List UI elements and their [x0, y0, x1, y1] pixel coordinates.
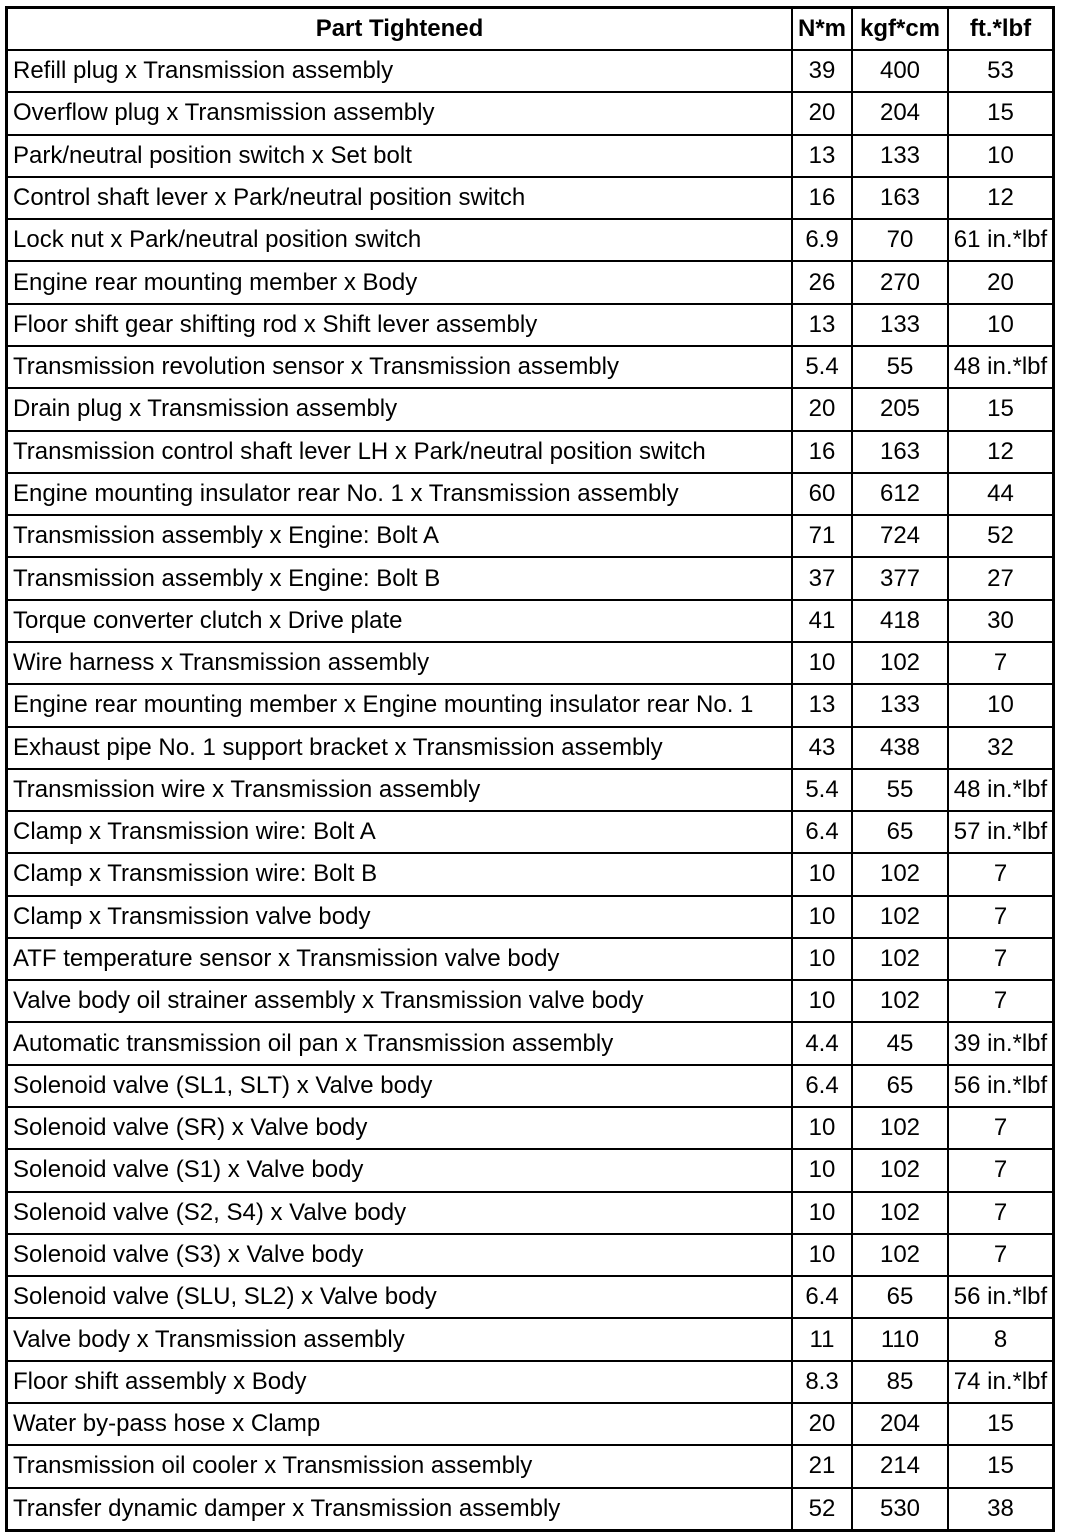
- cell-ft-lbf: 39 in.*lbf: [948, 1022, 1052, 1064]
- cell-newton-meter: 37: [792, 557, 852, 599]
- cell-part-tightened: Solenoid valve (S1) x Valve body: [8, 1149, 792, 1191]
- table-row: [8, 1276, 1052, 1318]
- cell-ft-lbf: 53: [948, 50, 1052, 92]
- cell-part-tightened: Transmission assembly x Engine: Bolt A: [8, 515, 792, 557]
- cell-newton-meter: 6.4: [792, 811, 852, 853]
- cell-ft-lbf: 7: [948, 853, 1052, 895]
- table-row: [8, 1234, 1052, 1276]
- cell-kgf-cm: 102: [852, 1149, 948, 1191]
- cell-newton-meter: 10: [792, 896, 852, 938]
- table-row: [8, 938, 1052, 980]
- cell-part-tightened: Solenoid valve (S3) x Valve body: [8, 1234, 792, 1276]
- cell-part-tightened: Floor shift gear shifting rod x Shift lever assembly: [8, 304, 792, 346]
- cell-newton-meter: 52: [792, 1488, 852, 1529]
- table-row: [8, 896, 1052, 938]
- cell-ft-lbf: 7: [948, 642, 1052, 684]
- cell-newton-meter: 10: [792, 642, 852, 684]
- cell-newton-meter: 10: [792, 980, 852, 1022]
- header-newton-meter: N*m: [792, 9, 852, 50]
- cell-newton-meter: 60: [792, 473, 852, 515]
- table-row: [8, 1488, 1052, 1529]
- cell-ft-lbf: 7: [948, 896, 1052, 938]
- table-row: [8, 346, 1052, 388]
- cell-part-tightened: Drain plug x Transmission assembly: [8, 388, 792, 430]
- table-row: [8, 684, 1052, 726]
- cell-part-tightened: Automatic transmission oil pan x Transmission assembly: [8, 1022, 792, 1064]
- cell-kgf-cm: 214: [852, 1445, 948, 1487]
- table-row: [8, 727, 1052, 769]
- cell-part-tightened: Lock nut x Park/neutral position switch: [8, 219, 792, 261]
- cell-ft-lbf: 74 in.*lbf: [948, 1361, 1052, 1403]
- cell-ft-lbf: 38: [948, 1488, 1052, 1529]
- header-ft-lbf: ft.*lbf: [948, 9, 1052, 50]
- cell-newton-meter: 26: [792, 261, 852, 303]
- table-row: [8, 1361, 1052, 1403]
- table-row: [8, 431, 1052, 473]
- cell-kgf-cm: 70: [852, 219, 948, 261]
- cell-part-tightened: Transmission oil cooler x Transmission assembly: [8, 1445, 792, 1487]
- cell-kgf-cm: 102: [852, 1234, 948, 1276]
- cell-newton-meter: 71: [792, 515, 852, 557]
- cell-ft-lbf: 15: [948, 1445, 1052, 1487]
- table-row: [8, 642, 1052, 684]
- table-row: [8, 1403, 1052, 1445]
- cell-part-tightened: Engine rear mounting member x Engine mounting insulator rear No. 1: [8, 684, 792, 726]
- cell-newton-meter: 6.4: [792, 1065, 852, 1107]
- cell-newton-meter: 6.4: [792, 1276, 852, 1318]
- cell-part-tightened: Clamp x Transmission wire: Bolt B: [8, 853, 792, 895]
- cell-part-tightened: Clamp x Transmission valve body: [8, 896, 792, 938]
- cell-newton-meter: 10: [792, 853, 852, 895]
- cell-newton-meter: 10: [792, 1107, 852, 1149]
- cell-ft-lbf: 56 in.*lbf: [948, 1065, 1052, 1107]
- cell-part-tightened: Wire harness x Transmission assembly: [8, 642, 792, 684]
- cell-part-tightened: Refill plug x Transmission assembly: [8, 50, 792, 92]
- table-row: [8, 177, 1052, 219]
- cell-part-tightened: Park/neutral position switch x Set bolt: [8, 135, 792, 177]
- cell-kgf-cm: 55: [852, 769, 948, 811]
- cell-kgf-cm: 85: [852, 1361, 948, 1403]
- table-row: [8, 1065, 1052, 1107]
- cell-newton-meter: 21: [792, 1445, 852, 1487]
- cell-part-tightened: Floor shift assembly x Body: [8, 1361, 792, 1403]
- table-row: [8, 1445, 1052, 1487]
- cell-kgf-cm: 205: [852, 388, 948, 430]
- cell-kgf-cm: 45: [852, 1022, 948, 1064]
- cell-part-tightened: Water by-pass hose x Clamp: [8, 1403, 792, 1445]
- cell-kgf-cm: 204: [852, 1403, 948, 1445]
- cell-kgf-cm: 102: [852, 853, 948, 895]
- cell-kgf-cm: 612: [852, 473, 948, 515]
- table-row: [8, 1318, 1052, 1360]
- cell-ft-lbf: 7: [948, 938, 1052, 980]
- cell-part-tightened: Transmission assembly x Engine: Bolt B: [8, 557, 792, 599]
- cell-kgf-cm: 377: [852, 557, 948, 599]
- cell-part-tightened: Transfer dynamic damper x Transmission assembly: [8, 1488, 792, 1529]
- cell-kgf-cm: 65: [852, 1276, 948, 1318]
- cell-part-tightened: Transmission wire x Transmission assembly: [8, 769, 792, 811]
- cell-kgf-cm: 102: [852, 642, 948, 684]
- cell-kgf-cm: 102: [852, 1192, 948, 1234]
- cell-kgf-cm: 65: [852, 811, 948, 853]
- cell-ft-lbf: 32: [948, 727, 1052, 769]
- cell-ft-lbf: 48 in.*lbf: [948, 346, 1052, 388]
- cell-kgf-cm: 133: [852, 684, 948, 726]
- cell-newton-meter: 39: [792, 50, 852, 92]
- cell-ft-lbf: 7: [948, 980, 1052, 1022]
- cell-ft-lbf: 57 in.*lbf: [948, 811, 1052, 853]
- table-body: [8, 50, 1052, 1529]
- table-row: [8, 853, 1052, 895]
- cell-ft-lbf: 56 in.*lbf: [948, 1276, 1052, 1318]
- cell-newton-meter: 43: [792, 727, 852, 769]
- table-row: [8, 1149, 1052, 1191]
- cell-kgf-cm: 163: [852, 177, 948, 219]
- cell-ft-lbf: 8: [948, 1318, 1052, 1360]
- table-row: [8, 388, 1052, 430]
- cell-part-tightened: Torque converter clutch x Drive plate: [8, 600, 792, 642]
- cell-part-tightened: Engine mounting insulator rear No. 1 x Transmission assembly: [8, 473, 792, 515]
- cell-kgf-cm: 438: [852, 727, 948, 769]
- cell-part-tightened: Valve body x Transmission assembly: [8, 1318, 792, 1360]
- cell-ft-lbf: 48 in.*lbf: [948, 769, 1052, 811]
- table-row: [8, 600, 1052, 642]
- cell-ft-lbf: 20: [948, 261, 1052, 303]
- cell-newton-meter: 8.3: [792, 1361, 852, 1403]
- cell-kgf-cm: 418: [852, 600, 948, 642]
- cell-newton-meter: 10: [792, 1192, 852, 1234]
- cell-kgf-cm: 133: [852, 304, 948, 346]
- cell-part-tightened: Clamp x Transmission wire: Bolt A: [8, 811, 792, 853]
- table-row: [8, 473, 1052, 515]
- cell-kgf-cm: 724: [852, 515, 948, 557]
- cell-kgf-cm: 110: [852, 1318, 948, 1360]
- table-row: [8, 1107, 1052, 1149]
- cell-newton-meter: 5.4: [792, 346, 852, 388]
- cell-part-tightened: Control shaft lever x Park/neutral position switch: [8, 177, 792, 219]
- cell-part-tightened: ATF temperature sensor x Transmission valve body: [8, 938, 792, 980]
- cell-kgf-cm: 530: [852, 1488, 948, 1529]
- cell-newton-meter: 16: [792, 431, 852, 473]
- cell-part-tightened: Exhaust pipe No. 1 support bracket x Transmission assembly: [8, 727, 792, 769]
- cell-part-tightened: Solenoid valve (SLU, SL2) x Valve body: [8, 1276, 792, 1318]
- cell-kgf-cm: 102: [852, 1107, 948, 1149]
- cell-kgf-cm: 102: [852, 980, 948, 1022]
- cell-newton-meter: 6.9: [792, 219, 852, 261]
- table-row: [8, 135, 1052, 177]
- cell-ft-lbf: 15: [948, 388, 1052, 430]
- cell-part-tightened: Engine rear mounting member x Body: [8, 261, 792, 303]
- cell-kgf-cm: 55: [852, 346, 948, 388]
- table-row: [8, 261, 1052, 303]
- cell-newton-meter: 11: [792, 1318, 852, 1360]
- cell-part-tightened: Transmission control shaft lever LH x Park/neutral position switch: [8, 431, 792, 473]
- table-row: [8, 219, 1052, 261]
- cell-ft-lbf: 52: [948, 515, 1052, 557]
- table-row: [8, 50, 1052, 92]
- cell-part-tightened: Transmission revolution sensor x Transmission assembly: [8, 346, 792, 388]
- header-row: [8, 9, 1052, 50]
- cell-ft-lbf: 15: [948, 1403, 1052, 1445]
- cell-ft-lbf: 27: [948, 557, 1052, 599]
- cell-ft-lbf: 44: [948, 473, 1052, 515]
- cell-newton-meter: 20: [792, 92, 852, 134]
- cell-newton-meter: 13: [792, 684, 852, 726]
- torque-spec-table-container: [5, 6, 1055, 1532]
- cell-newton-meter: 5.4: [792, 769, 852, 811]
- header-kgf-cm: kgf*cm: [852, 9, 948, 50]
- cell-part-tightened: Valve body oil strainer assembly x Transmission valve body: [8, 980, 792, 1022]
- cell-ft-lbf: 10: [948, 304, 1052, 346]
- table-row: [8, 1192, 1052, 1234]
- cell-part-tightened: Solenoid valve (S2, S4) x Valve body: [8, 1192, 792, 1234]
- cell-newton-meter: 20: [792, 388, 852, 430]
- table-row: [8, 515, 1052, 557]
- cell-newton-meter: 13: [792, 304, 852, 346]
- cell-ft-lbf: 7: [948, 1107, 1052, 1149]
- cell-newton-meter: 20: [792, 1403, 852, 1445]
- cell-newton-meter: 10: [792, 938, 852, 980]
- cell-newton-meter: 10: [792, 1234, 852, 1276]
- cell-ft-lbf: 15: [948, 92, 1052, 134]
- cell-newton-meter: 16: [792, 177, 852, 219]
- cell-ft-lbf: 7: [948, 1234, 1052, 1276]
- torque-spec-table: [8, 9, 1052, 1529]
- cell-kgf-cm: 102: [852, 896, 948, 938]
- cell-kgf-cm: 400: [852, 50, 948, 92]
- cell-ft-lbf: 30: [948, 600, 1052, 642]
- table-row: [8, 304, 1052, 346]
- cell-part-tightened: Solenoid valve (SR) x Valve body: [8, 1107, 792, 1149]
- cell-newton-meter: 41: [792, 600, 852, 642]
- table-row: [8, 811, 1052, 853]
- cell-ft-lbf: 12: [948, 177, 1052, 219]
- table-row: [8, 557, 1052, 599]
- header-part-tightened: Part Tightened: [8, 9, 792, 50]
- cell-kgf-cm: 270: [852, 261, 948, 303]
- cell-newton-meter: 10: [792, 1149, 852, 1191]
- cell-ft-lbf: 10: [948, 684, 1052, 726]
- cell-ft-lbf: 61 in.*lbf: [948, 219, 1052, 261]
- cell-ft-lbf: 7: [948, 1192, 1052, 1234]
- table-row: [8, 980, 1052, 1022]
- cell-ft-lbf: 12: [948, 431, 1052, 473]
- cell-newton-meter: 13: [792, 135, 852, 177]
- cell-ft-lbf: 7: [948, 1149, 1052, 1191]
- cell-kgf-cm: 133: [852, 135, 948, 177]
- cell-part-tightened: Overflow plug x Transmission assembly: [8, 92, 792, 134]
- table-row: [8, 769, 1052, 811]
- cell-ft-lbf: 10: [948, 135, 1052, 177]
- cell-part-tightened: Solenoid valve (SL1, SLT) x Valve body: [8, 1065, 792, 1107]
- cell-kgf-cm: 102: [852, 938, 948, 980]
- cell-newton-meter: 4.4: [792, 1022, 852, 1064]
- cell-kgf-cm: 163: [852, 431, 948, 473]
- cell-kgf-cm: 65: [852, 1065, 948, 1107]
- cell-kgf-cm: 204: [852, 92, 948, 134]
- table-row: [8, 1022, 1052, 1064]
- table-row: [8, 92, 1052, 134]
